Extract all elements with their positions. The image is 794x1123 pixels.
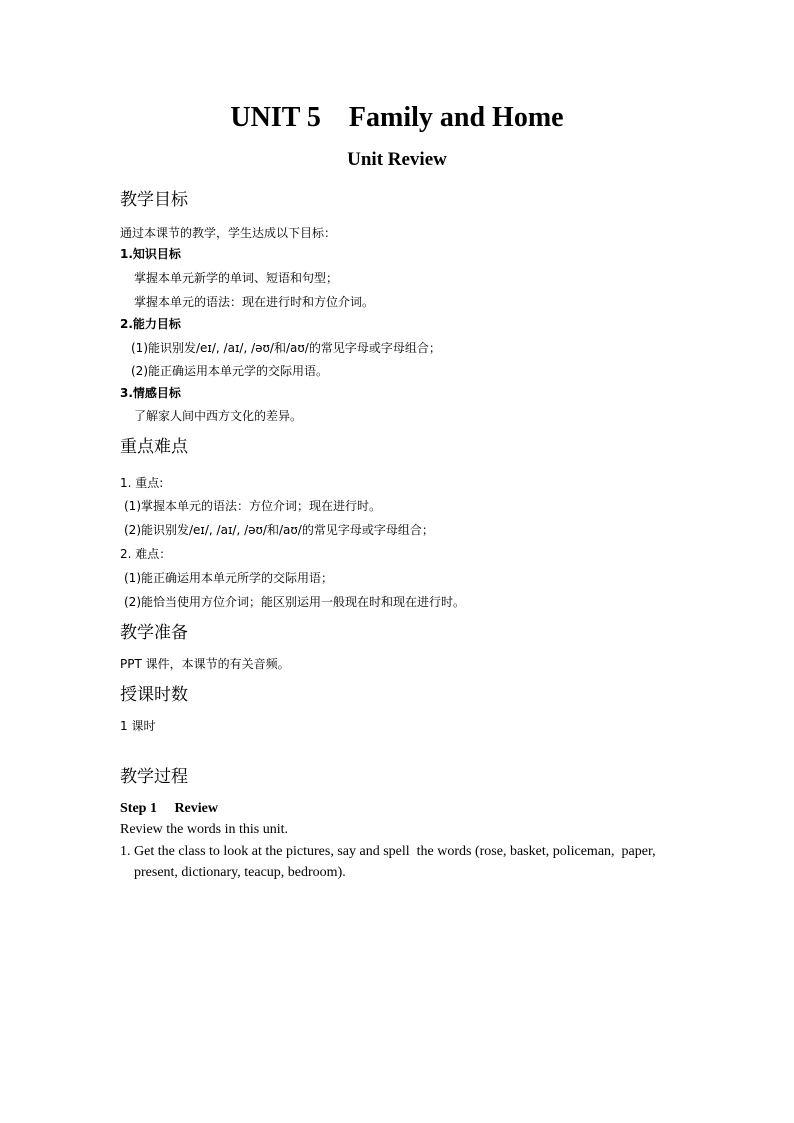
duration-text: 1 课时 xyxy=(120,719,156,733)
focus-item: (2)能识别发/eɪ/, /aɪ/, /əʊ/和/aʊ/的常见字母或字母组合； xyxy=(124,523,434,537)
emotion-objectives-label: 3.情感目标 xyxy=(120,386,181,400)
knowledge-objectives-label: 1.知识目标 xyxy=(120,247,181,261)
difficulty-item: (2)能恰当使用方位介词；能区别运用一般现在时和现在进行时。 xyxy=(124,595,466,609)
knowledge-objective-item: 掌握本单元新学的单词、短语和句型； xyxy=(134,271,339,285)
difficulty-label: 2. 难点： xyxy=(120,547,172,561)
objectives-intro: 通过本课节的教学，学生达成以下目标： xyxy=(120,226,337,240)
ability-objectives-label: 2.能力目标 xyxy=(120,317,181,331)
document-title: UNIT 5 Family and Home xyxy=(230,102,564,133)
step-item-line: present, dictionary, teacup, bedroom). xyxy=(134,865,346,880)
difficulty-item: (1)能正确运用本单元所学的交际用语； xyxy=(124,571,333,585)
focus-item: (1)掌握本单元的语法：方位介词；现在进行时。 xyxy=(124,499,381,513)
section-heading-objectives: 教学目标 xyxy=(120,190,188,210)
step-title: Step 1 Review xyxy=(120,801,218,816)
ability-objective-item: (2)能正确运用本单元学的交际用语。 xyxy=(131,364,328,378)
focus-label: 1. 重点: xyxy=(120,476,164,490)
emotion-objective-item: 了解家人间中西方文化的差异。 xyxy=(134,409,303,423)
knowledge-objective-item: 掌握本单元的语法：现在进行时和方位介词。 xyxy=(134,295,375,309)
step-intro: Review the words in this unit. xyxy=(120,822,288,837)
step-item-line: 1. Get the class to look at the pictures, say and spell the words (rose, basket, policeman, paper, xyxy=(120,844,656,859)
section-heading-duration: 授课时数 xyxy=(120,685,188,705)
ability-objective-item: (1)能识别发/eɪ/, /aɪ/, /əʊ/和/aʊ/的常见字母或字母组合； xyxy=(131,341,441,355)
section-heading-preparation: 教学准备 xyxy=(120,623,188,643)
document-subtitle: Unit Review xyxy=(347,149,447,170)
section-heading-process: 教学过程 xyxy=(120,767,188,787)
preparation-text: PPT 课件，本课节的有关音频。 xyxy=(120,657,290,671)
section-heading-key-points: 重点难点 xyxy=(120,437,188,457)
